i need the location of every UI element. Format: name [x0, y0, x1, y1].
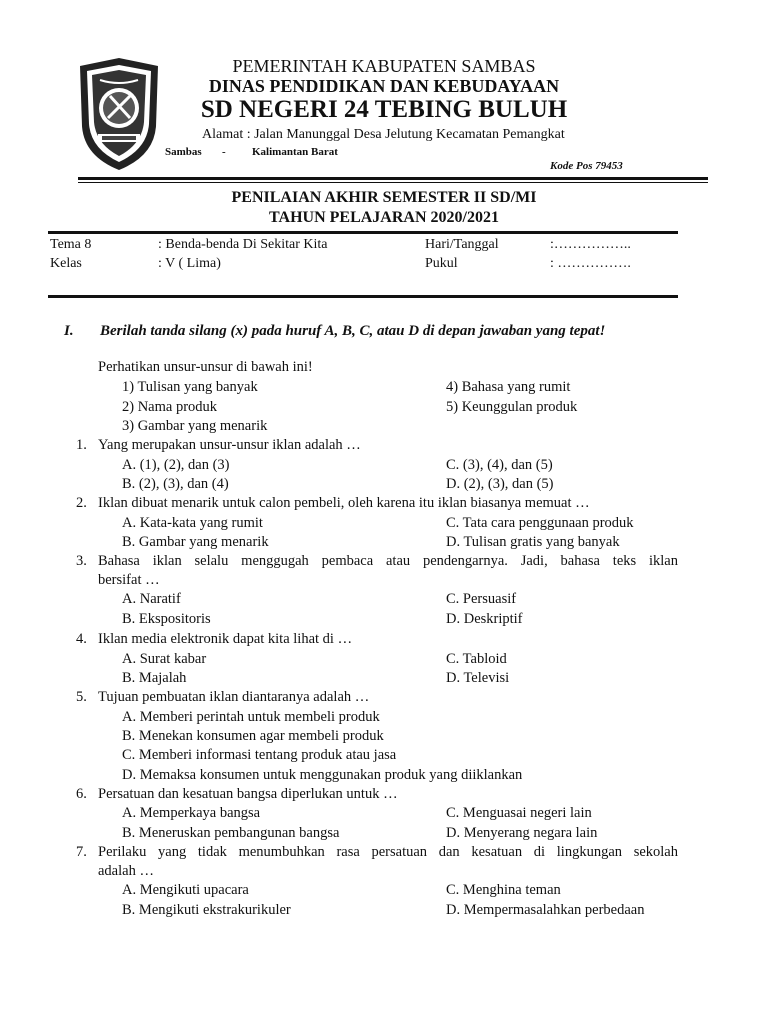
answer-option: B. Menekan konsumen agar membeli produk [122, 728, 384, 744]
exam-title: PENILAIAN AKHIR SEMESTER II SD/MI [231, 189, 537, 206]
answer-option: A. Mengikuti upacara [122, 882, 249, 898]
question-number: 6. [76, 786, 87, 802]
answer-option: D. Deskriptif [446, 611, 523, 627]
section-instruction: Berilah tanda silang (x) pada huruf A, B, C, atau D di depan jawaban yang tepat! [100, 323, 606, 339]
answer-option: A. Kata-kata yang rumit [122, 515, 263, 531]
header-divider-thick [78, 177, 708, 180]
answer-option: A. Surat kabar [122, 651, 207, 667]
question-text: Bahasa iklan selalu menggugah pembaca atau pendengarnya. Jadi, bahasa teks iklan [98, 553, 678, 569]
question-number: 7. [76, 844, 87, 860]
kelas-label: Kelas [50, 256, 82, 271]
question-text-continued: bersifat … [98, 572, 160, 588]
answer-option: B. Gambar yang menarik [122, 534, 269, 550]
info-bottom-divider [48, 295, 678, 298]
header-divider-thin [78, 182, 708, 183]
question-number: 1. [76, 437, 87, 453]
answer-option: C. Memberi informasi tentang produk atau jasa [122, 747, 397, 763]
question-number: 3. [76, 553, 87, 569]
answer-option: B. (2), (3), dan (4) [122, 476, 229, 492]
info-top-divider [48, 231, 678, 234]
question-text: Yang merupakan unsur-unsur iklan adalah … [98, 437, 361, 453]
answer-option: C. (3), (4), dan (5) [446, 457, 553, 473]
answer-option: C. Persuasif [446, 591, 517, 607]
province-name: Kalimantan Barat [252, 146, 338, 158]
section-number: I. [64, 323, 74, 339]
intro-item: 5) Keunggulan produk [446, 399, 578, 415]
kelas-value: : V ( Lima) [158, 256, 221, 271]
answer-option: B. Meneruskan pembangunan bangsa [122, 825, 340, 841]
answer-option: C. Tabloid [446, 651, 507, 667]
department-name: DINAS PENDIDIKAN DAN KEBUDAYAAN [208, 76, 560, 96]
answer-option: D. Tulisan gratis yang banyak [446, 534, 620, 550]
question-text-continued: adalah … [98, 863, 154, 879]
answer-option: C. Tata cara penggunaan produk [446, 515, 634, 531]
question-text: Iklan dibuat menarik untuk calon pembeli, oleh karena itu iklan biasanya memuat … [98, 495, 590, 511]
answer-option: B. Majalah [122, 670, 187, 686]
exam-year: TAHUN PELAJARAN 2020/2021 [269, 209, 499, 226]
tema-value: : Benda-benda Di Sekitar Kita [158, 237, 328, 252]
question-text: Tujuan pembuatan iklan diantaranya adalah … [98, 689, 370, 705]
answer-option: D. Menyerang negara lain [446, 825, 598, 841]
intro-item: 3) Gambar yang menarik [122, 418, 268, 434]
answer-option: A. Naratif [122, 591, 181, 607]
intro-item: 4) Bahasa yang rumit [446, 379, 571, 395]
question-text: Persatuan dan kesatuan bangsa diperlukan untuk … [98, 786, 398, 802]
school-name: SD NEGERI 24 TEBING BULUH [200, 96, 568, 123]
pukul-value: : ……………. [550, 256, 631, 271]
school-address: Alamat : Jalan Manunggal Desa Jelutung Kecamatan Pemangkat [202, 127, 565, 142]
question-number: 4. [76, 631, 87, 647]
question-number: 5. [76, 689, 87, 705]
intro-text: Perhatikan unsur-unsur di bawah ini! [98, 359, 313, 375]
answer-option: D. Televisi [446, 670, 510, 686]
intro-item: 1) Tulisan yang banyak [122, 379, 258, 395]
answer-option: B. Ekspositoris [122, 611, 211, 627]
question-text: Iklan media elektronik dapat kita lihat di … [98, 631, 353, 647]
answer-option: C. Menguasai negeri lain [446, 805, 592, 821]
answer-option: A. (1), (2), dan (3) [122, 457, 230, 473]
pukul-label: Pukul [425, 256, 458, 271]
answer-option: A. Memberi perintah untuk membeli produk [122, 709, 380, 725]
address-dash: - [222, 146, 226, 158]
answer-option: C. Menghina teman [446, 882, 561, 898]
hari-tanggal-label: Hari/Tanggal [425, 237, 499, 252]
answer-option: D. (2), (3), dan (5) [446, 476, 554, 492]
postal-code: Kode Pos 79453 [550, 160, 623, 172]
question-number: 2. [76, 495, 87, 511]
answer-option: B. Mengikuti ekstrakurikuler [122, 902, 291, 918]
government-name: PEMERINTAH KABUPATEN SAMBAS [232, 56, 536, 76]
city-name: Sambas [165, 146, 202, 158]
answer-option: D. Memaksa konsumen untuk menggunakan produk yang diiklankan [122, 767, 523, 783]
answer-option: D. Mempermasalahkan perbedaan [446, 902, 645, 918]
intro-item: 2) Nama produk [122, 399, 218, 415]
answer-option: A. Memperkaya bangsa [122, 805, 261, 821]
question-text: Perilaku yang tidak menumbuhkan rasa persatuan dan kesatuan di lingkungan sekolah [98, 844, 678, 860]
hari-tanggal-value: :…………….. [550, 237, 631, 252]
tema-label: Tema 8 [50, 237, 92, 252]
